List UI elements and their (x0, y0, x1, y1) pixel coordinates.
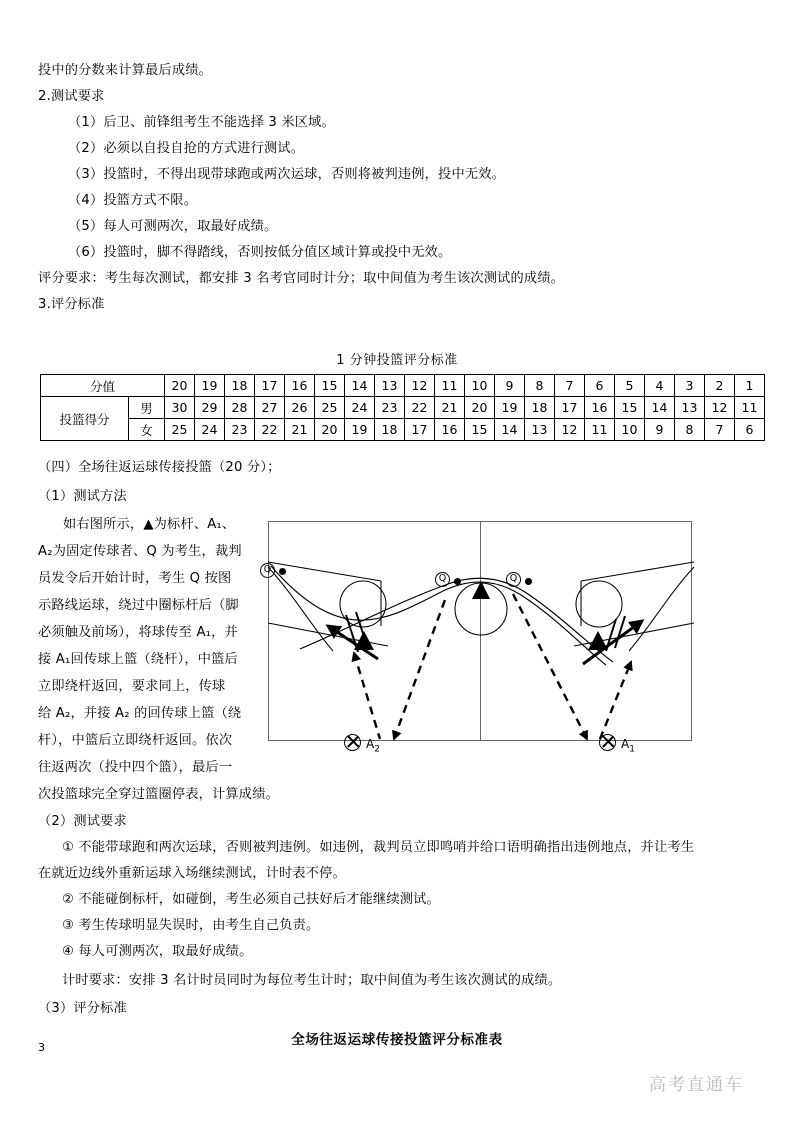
requirement-item-6: （6）投篮时，脚不得踏线，否则按低分值区域计算或投中无效。 (68, 245, 452, 260)
female-score-cell: 23 (225, 419, 255, 441)
score-value-cell: 8 (525, 375, 555, 397)
requirement-item-1: （1）后卫、前锋组考生不能选择 3 米区域。 (68, 115, 335, 130)
male-score-cell: 23 (375, 397, 405, 419)
score-value-cell: 3 (675, 375, 705, 397)
score-value-cell: 4 (645, 375, 675, 397)
male-score-cell: 18 (525, 397, 555, 419)
female-score-cell: 8 (675, 419, 705, 441)
male-score-cell: 22 (405, 397, 435, 419)
page-number: 3 (38, 1041, 45, 1054)
score-value-cell: 18 (225, 375, 255, 397)
male-score-cell: 19 (495, 397, 525, 419)
method-line-7: 立即绕杆返回，要求同上，传球 (38, 679, 226, 694)
table-row-score-values (41, 375, 765, 397)
score-value-cell: 5 (615, 375, 645, 397)
score-value-cell: 17 (255, 375, 285, 397)
method-line-3: 员发令后开始计时，考生 Q 按图 (38, 571, 232, 586)
pylon-marker (354, 581, 608, 650)
section-four-heading: （四）全场往返运球传接投篮（20 分）； (38, 460, 281, 475)
method-line-10: 往返两次（投中四个篮），最后一 (38, 760, 233, 775)
male-score-cell: 25 (315, 397, 345, 419)
female-score-cell: 25 (165, 419, 195, 441)
test-req-item-3: ③ 考生传球明显失误时，由考生自己负责。 (62, 918, 320, 933)
table-title: 1 分钟投篮评分标准 (336, 353, 458, 368)
scoring-standard-table-title: 全场往返运球传接投篮评分标准表 (291, 1032, 503, 1048)
method-heading: （1）测试方法 (38, 489, 127, 504)
body-line-2: 2.测试要求 (38, 89, 105, 104)
female-score-cell: 9 (645, 419, 675, 441)
score-value-cell: 11 (435, 375, 465, 397)
female-score-cell: 15 (465, 419, 495, 441)
female-score-cell: 12 (555, 419, 585, 441)
male-score-cell: 21 (435, 397, 465, 419)
requirement-item-2: （2）必须以自投自抢的方式进行测试。 (68, 141, 305, 156)
score-value-cell: 13 (375, 375, 405, 397)
female-score-cell: 13 (525, 419, 555, 441)
male-score-cell: 17 (555, 397, 585, 419)
method-line-6: 接 A₁回传球上篮（绕杆），中篮后 (38, 652, 238, 667)
table-row-female (41, 419, 765, 441)
female-score-cell: 24 (195, 419, 225, 441)
score-value-cell: 12 (405, 375, 435, 397)
body-line-1: 投中的分数来计算最后成绩。 (38, 63, 213, 78)
test-req-item-4: ④ 每人可测两次，取最好成绩。 (62, 944, 253, 959)
score-value-cell: 6 (585, 375, 615, 397)
score-value-cell: 16 (285, 375, 315, 397)
method-line-8: 给 A₂，并接 A₂ 的回传球上篮（绕 (38, 706, 242, 721)
male-score-cell: 13 (675, 397, 705, 419)
score-value-cell: 10 (465, 375, 495, 397)
male-score-cell: 14 (645, 397, 675, 419)
male-score-cell: 15 (615, 397, 645, 419)
male-score-cell: 28 (225, 397, 255, 419)
score-value-cell: 2 (705, 375, 735, 397)
scoring-requirement: 评分要求：考生每次测试，都安排 3 名考官同时计分；取中间值为考生该次测试的成绩。 (38, 271, 565, 286)
ball-dot-center-right (525, 578, 532, 585)
score-value-cell: 1 (735, 375, 765, 397)
passer-a1-label: $A_1$ (621, 737, 635, 755)
male-score-cell: 16 (585, 397, 615, 419)
male-score-cell: 26 (285, 397, 315, 419)
row-header-female: 女 (129, 419, 165, 441)
female-score-cell: 7 (705, 419, 735, 441)
method-line-11: 次投篮球完全穿过篮圈停表，计算成绩。 (38, 787, 279, 802)
score-value-cell: 7 (555, 375, 585, 397)
passer-a2-marker (344, 734, 361, 751)
requirement-item-3: （3）投篮时，不得出现带球跑或两次运球，否则将被判违例，投中无效。 (68, 167, 505, 182)
female-score-cell: 14 (495, 419, 525, 441)
test-req-item-1-cont: 在就近边线外重新运球入场继续测试，计时表不停。 (38, 866, 346, 881)
female-score-cell: 20 (315, 419, 345, 441)
court-paths-svg (238, 499, 724, 779)
female-score-cell: 21 (285, 419, 315, 441)
female-score-cell: 19 (345, 419, 375, 441)
test-requirement-heading: （2）测试要求 (38, 814, 127, 829)
watermark: 高考直通车 (649, 1075, 744, 1095)
passer-a2-label: $A_2$ (366, 737, 380, 755)
scoring-standard-heading: 3.评分标准 (38, 297, 105, 312)
test-req-item-1: ① 不能带球跑和两次运球，否则被判违例。如违例，裁判员立即鸣哨并给口语明确指出违例地点，并让考生 (62, 840, 695, 855)
male-score-cell: 27 (255, 397, 285, 419)
female-score-cell: 6 (735, 419, 765, 441)
male-score-cell: 20 (465, 397, 495, 419)
score-value-cell: 20 (165, 375, 195, 397)
female-score-cell: 17 (405, 419, 435, 441)
court-diagram (263, 521, 694, 755)
requirement-item-4: （4）投篮方式不限。 (68, 193, 198, 208)
score-value-cell: 19 (195, 375, 225, 397)
male-score-cell: 24 (345, 397, 375, 419)
method-line-5: 必须触及前场），将球传至 A₁，并 (38, 625, 238, 640)
scoring-standard-subheading: （3）评分标准 (38, 1001, 127, 1016)
female-score-cell: 10 (615, 419, 645, 441)
row-header-male: 男 (129, 397, 165, 419)
score-value-cell: 9 (495, 375, 525, 397)
timing-requirement: 计时要求：安排 3 名计时员同时为每位考生计时；取中间值为考生该次测试的成绩。 (62, 973, 562, 988)
method-line-2: A₂为固定传球者、Q 为考生，裁判 (38, 544, 242, 559)
male-score-cell: 29 (195, 397, 225, 419)
female-score-cell: 11 (585, 419, 615, 441)
row-header-group: 投篮得分 (41, 397, 129, 441)
requirement-item-5: （5）每人可测两次，取最好成绩。 (68, 219, 278, 234)
table-row-male (41, 397, 765, 419)
male-score-cell: 11 (735, 397, 765, 419)
player-q-marker-center-left: Q (435, 572, 450, 587)
row-header-score: 分值 (41, 375, 165, 397)
player-q-marker-center-right: Q (506, 572, 521, 587)
ball-dot-left (279, 568, 286, 575)
score-value-cell: 15 (315, 375, 345, 397)
passer-a1-marker (599, 734, 616, 751)
method-line-4: 示路线运球，绕过中圈标杆后（脚 (38, 598, 239, 613)
score-value-cell: 14 (345, 375, 375, 397)
male-score-cell: 30 (165, 397, 195, 419)
ball-dot-center-left (454, 578, 461, 585)
method-line-1: 如右图所示，▲为标杆、A₁、 (63, 517, 236, 532)
female-score-cell: 22 (255, 419, 285, 441)
scoring-table (40, 374, 765, 441)
method-line-9: 杆），中篮后立即绕杆返回。依次 (38, 733, 233, 748)
female-score-cell: 16 (435, 419, 465, 441)
player-q-marker-left: Q (260, 563, 275, 578)
test-req-item-2: ② 不能碰倒标杆，如碰倒，考生必须自己扶好后才能继续测试。 (62, 892, 440, 907)
male-score-cell: 12 (705, 397, 735, 419)
female-score-cell: 18 (375, 419, 405, 441)
